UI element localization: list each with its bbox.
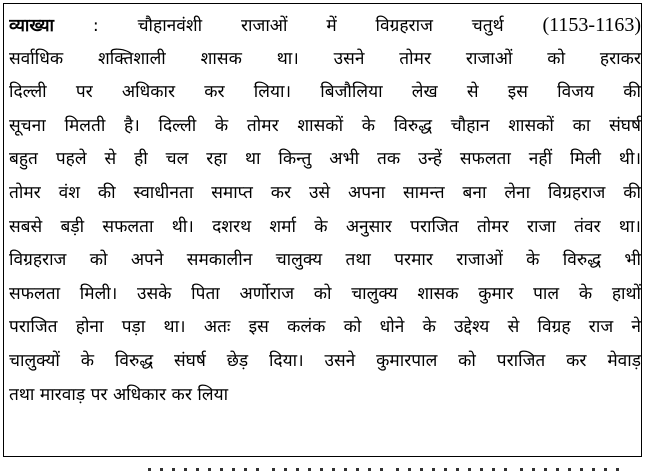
paragraph-line: सफलता मिली। उसके पिता अर्णोराज को चालुक्य शासक कुमार पाल के हाथों (9, 283, 641, 304)
label-separator: : (54, 16, 138, 36)
paragraph-line (9, 9, 641, 43)
paragraph-line: चालुक्यों के विरुद्ध संघर्ष छेड़ दिया। उसने कुमारपाल को पराजित कर मेवाड़ (9, 350, 641, 371)
paragraph-line: तोमर वंश की स्वाधीनता समाप्त कर उसे अपना सामन्त बना लेना विग्रहराज की (9, 182, 641, 203)
cropped-next-line-fragment (148, 461, 628, 471)
paragraph-line: सबसे बड़ी सफलता थी। दशरथ शर्मा के अनुसार पराजित तोमर राजा तंवर था। (9, 216, 641, 237)
year-range: (1153-1163) (542, 14, 641, 36)
paragraph-line: सूचना मिलती है। दिल्ली के तोमर शासकों के विरुद्ध चौहान शासकों का संघर्ष (9, 115, 641, 136)
paragraph-last-line: तथा मारवाड़ पर अधिकार कर लिया (9, 384, 229, 405)
paragraph-line: पराजित होना पड़ा था। अतः इस कलंक को धोने के उद्देश्य से विग्रह राज ने (9, 317, 641, 338)
text-box (3, 3, 642, 457)
line-text: चौहानवंशी राजाओं में विग्रहराज चतुर्थ (137, 16, 543, 36)
paragraph-line: बहुत पहले से ही चल रहा था किन्तु अभी तक उन्हें सफलता नहीं मिली थी। (9, 149, 641, 170)
explanation-label: व्याख्या (9, 16, 55, 36)
paragraph-line: सर्वाधिक शक्तिशाली शासक था। उसने तोमर राजाओं को हराकर (9, 48, 641, 69)
paragraph-line: दिल्ली पर अधिकार कर लिया। बिजौलिया लेख से इस विजय की (9, 82, 641, 103)
paragraph-line: विग्रहराज को अपने समकालीन चालुक्य तथा परमार राजाओं के विरुद्ध भी (9, 250, 641, 271)
explanation-paragraph (9, 9, 641, 412)
